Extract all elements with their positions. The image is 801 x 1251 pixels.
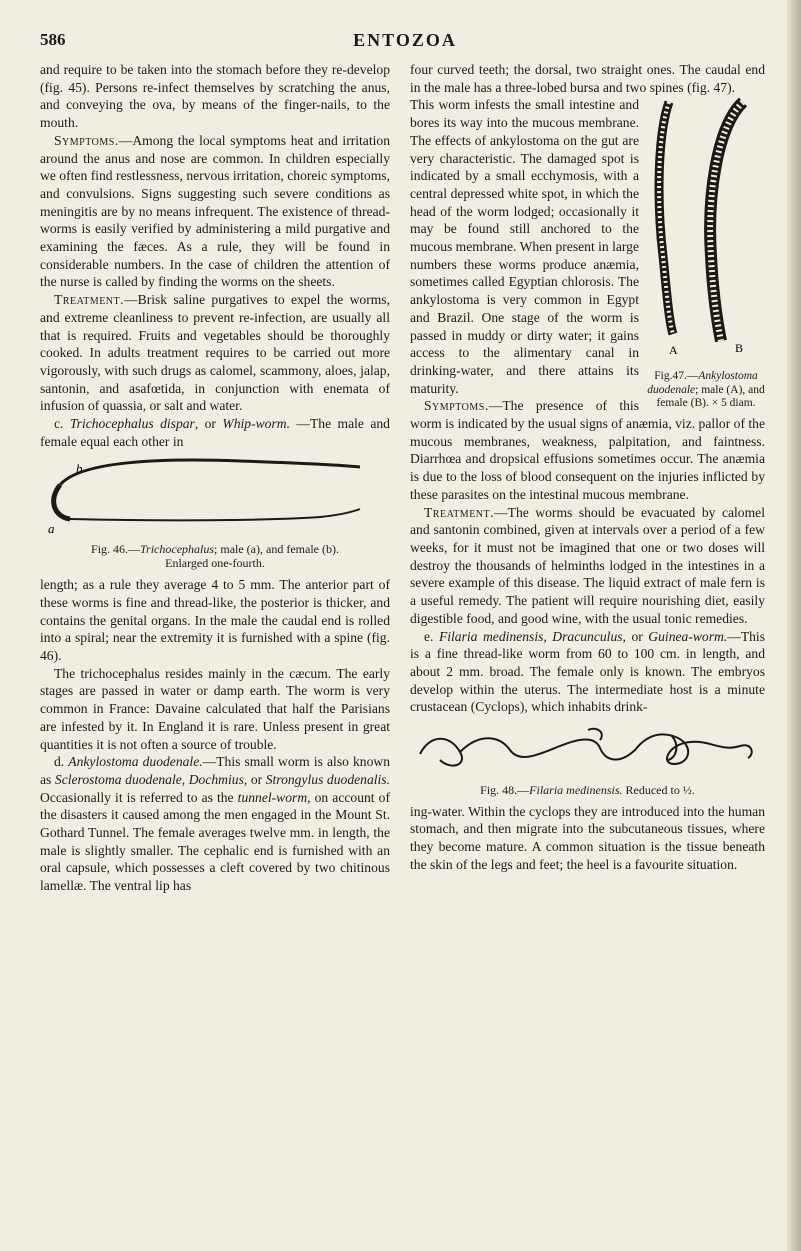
figure-46-caption (40, 542, 390, 570)
paragraph-symptoms (410, 397, 765, 503)
caption-prefix: Fig. 48.— (480, 782, 530, 797)
section-heading: Treatment. (54, 292, 125, 308)
paragraph: four curved teeth; the dorsal, two straight ones. The caudal end in the male has a three-lobed bursa and two spines (fig. 47). (410, 62, 765, 95)
figure-48 (410, 724, 765, 797)
item-letter: d. (54, 754, 69, 770)
paragraph-treatment (410, 504, 765, 628)
caption-text: Reduced to ½. (622, 782, 695, 797)
paragraph-text: —The male and female equal each other in (40, 416, 390, 449)
caption-text: ; male (A), and female (B). × 5 diam. (656, 383, 765, 410)
caption-prefix: Fig. 46.— (91, 542, 141, 557)
paragraph-filaria (410, 628, 765, 717)
paragraph-text: on account of the disasters it caused among the men engaged in the Mount St. Gothard Tunnel. The female averages twelve mm. in length, the male is slightly smaller. The cephalic end is furnished with an oral capsule, which possesses a cleft covered by two chitinous lamellæ. The ventral lip has (40, 789, 390, 894)
caption-name: Ankylostoma duodenale (647, 370, 758, 396)
figure-label-b: B (735, 341, 744, 356)
paragraph-text: —The worms should be evacuated by calomel and santonin combined, given at intervals over a period of a few weeks, for it must not be imagined that one or two doses will destroy the thousands of helminths lodged in the intestines in a severe example of this disease. The liquid extract of male fern is a useful remedy. The patient will require nourishing diet, easily digestible food, and good wine, with the usual tonic remedies. (410, 504, 765, 626)
paragraph-ankylostoma (40, 753, 390, 895)
paragraph: ing-water. Within the cyclops they are introduced into the human stomach, and then migrate into the subcutaneous tissues, where they become mature. A common situation is the tissue beneath the skin of the legs and feet; the heel is a favourite situation. (410, 803, 765, 872)
figure-label-b: b (76, 461, 83, 477)
guinea-worm-illustration (410, 724, 765, 776)
species-name: Trichocephalus dispar (69, 416, 195, 432)
left-column (40, 61, 390, 895)
paragraph: and require to be taken into the stomach before they re-develop (fig. 45). Persons re-infect themselves by scratching the anus, and conveying the ova, by means of the finger-nails, to the mouth. (40, 62, 390, 131)
paragraph-text: —This small worm is also known as (40, 754, 390, 787)
section-heading: Symptoms. (424, 398, 489, 414)
item-letter: e. (424, 628, 439, 644)
section-heading: Symptoms. (54, 132, 119, 148)
common-name: Guinea-worm. (648, 628, 728, 644)
caption-name: Filaria medinensis. (529, 782, 623, 797)
figure-label-a: a (48, 521, 55, 536)
page-header (40, 30, 770, 56)
page-edge-shadow (787, 0, 801, 1251)
paragraph-text: —This is a fine thread-like worm from 60 to 100 cm. in length, and about 2 mm. broad. The female only is known. The embryos develop within the uterus. The intermediate host is a minute crustacean (Cyclops), which inhabits drink- (410, 628, 765, 715)
caption-text: ; male (a), and female (b). (214, 542, 339, 557)
synonym: Sclerostoma duodenale, Dochmius, (54, 771, 248, 787)
paragraph-trichocephalus (40, 415, 390, 450)
paragraph-text: —The presence of this worm is indicated by the usual signs of anæmia, viz. pallor of the mucous membranes, weakness, palpitation, and faintness. Diarrhœa and dropsical effusions sometimes occur. The anæmia is due to the loss of blood consequent on the injuries inflicted by these parasites on the intestinal mucous membrane. (410, 398, 765, 502)
text: or (247, 771, 266, 787)
figure-47 (647, 96, 765, 410)
paragraph-symptoms (40, 132, 390, 291)
caption-name: Trichocephalus (140, 542, 215, 557)
paragraph: length; as a rule they average 4 to 5 mm. The anterior part of these worms is fine and thread-like, the posterior is thicker, and contains the genital organs. In the male the caudal end is rolled into a spiral; near the extremity it is furnished with a spine (fig. 46). (40, 577, 390, 663)
synonym: Strongylus duodenalis. (265, 771, 390, 787)
text: , or (194, 416, 223, 432)
paragraph: The trichocephalus resides mainly in the cæcum. The early stages are passed in water or damp earth. The worm is very common in France: Davaine calculated that half the Parisians are infested by it. In England it is rare. Unless present in great quantities it is not often a source of trouble. (40, 665, 390, 752)
caption-prefix: Fig.47.— (654, 370, 699, 383)
figure-46 (40, 455, 390, 570)
running-title: ENTOZOA (353, 30, 457, 50)
paragraph-text: —Brisk saline purgatives to expel the worms, and extreme cleanliness to prevent re-infection, are usually all that is required. Fruits and vegetables should be thoroughly cooked. In adults treatment requires to be carried out more vigorously, with such drugs as calomel, scammony, aloes, jalap, santonin, and asafœtida, in conjunction with enemata of infusion of quassia, or salt and water. (40, 292, 390, 414)
paragraph-text: Occasionally it is referred to as the (40, 789, 238, 805)
figure-48-caption (410, 783, 765, 797)
ankylostoma-illustration (647, 96, 765, 361)
synonym: tunnel-worm, (237, 789, 311, 805)
paragraph-treatment (40, 291, 390, 415)
common-name: Whip-worm. (222, 416, 290, 432)
paragraph: This worm infests the small intestine and bores its way into the mucous membrane. The effects of ankylostoma on the gut are very characteristic. The damaged spot is indicated by a small ecchymosis, with a central depressed white spot, in which the head of the worm lodged; occasionally it may be found still anchored to the mucous membrane. When present in large numbers these worms produce anæmia, sometimes called Egyptian chlorosis. The ankylostoma is very common in Egypt and Brazil. One stage of the worm is passed in muddy or dirty water; it gains access to the alimentary canal in drinking-water, and there attains its maturity. (410, 97, 640, 396)
species-name: Ankylostoma duodenale. (68, 754, 203, 770)
text: or (625, 628, 649, 644)
whip-worm-illustration (40, 455, 390, 535)
section-heading: Treatment. (424, 504, 495, 520)
right-column (410, 61, 765, 874)
item-letter: c. (54, 416, 70, 432)
figure-47-caption (647, 370, 765, 411)
figure-label-a: A (669, 343, 678, 358)
caption-text: Enlarged one-fourth. (165, 556, 265, 571)
paragraph-text: —Among the local symptoms heat and irritation around the anus and nose are common. In children especially we often find restlessness, nervous irritation, choreic symptoms, and convulsions. Signs suggesting such severe conditions as meningitis are by no means infrequent. The existence of thread-worms is easily verified by administering a mild purgative and examining the fæces. As a rule, they will be found in considerable numbers. In the case of children the attention of the nurse is called by finding the worms on the sheets. (40, 132, 390, 290)
species-name: Filaria medinensis, Dracunculus, (438, 628, 626, 644)
page-number: 586 (40, 30, 66, 49)
